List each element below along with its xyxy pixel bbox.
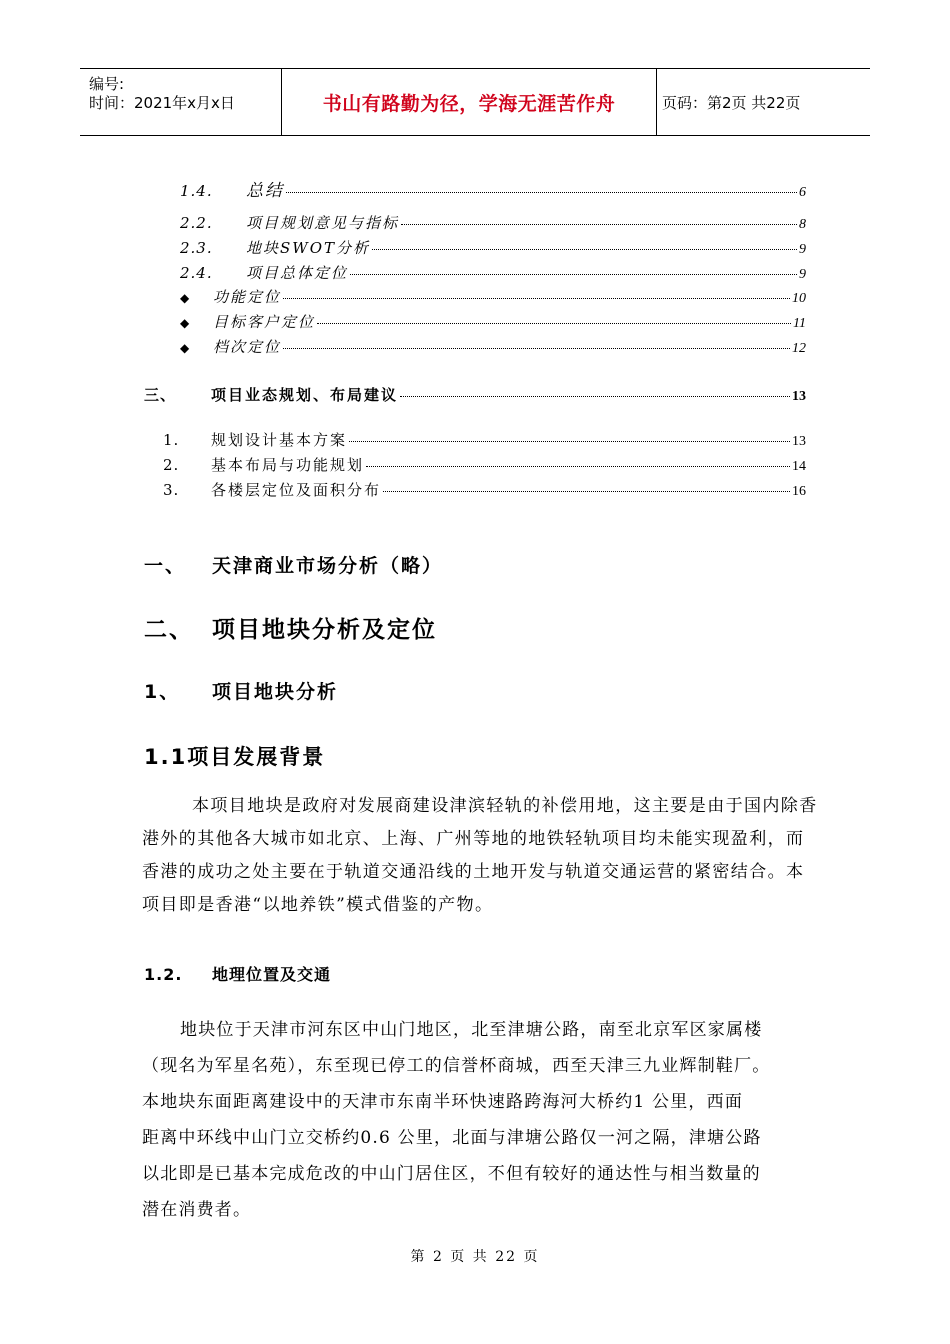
heading-number: 一、 — [144, 555, 187, 577]
toc-num: 三、 — [144, 386, 177, 404]
heading-section-1 — [144, 551, 443, 578]
bullet-diamond-icon: ◆ — [180, 316, 190, 330]
heading-title: 地理位置及交通 — [212, 965, 332, 984]
toc-leader — [349, 441, 790, 442]
toc-entry[interactable] — [163, 479, 806, 501]
toc-page: 10 — [792, 291, 806, 306]
toc-page: 8 — [799, 217, 806, 232]
paragraph-line: 本地块东面距离建设中的天津市东南半环快速路跨海河大桥约1 公里，西面 — [142, 1092, 744, 1112]
toc-page: 9 — [799, 267, 806, 282]
paragraph-background — [142, 790, 822, 922]
toc-title: 基本布局与功能规划 — [211, 456, 365, 474]
bullet-diamond-icon: ◆ — [180, 341, 190, 355]
page-footer: 第 2 页 共 22 页 — [410, 1249, 540, 1265]
paragraph-line: 距离中环线中山门立交桥约0.6 公里，北面与津塘公路仅一河之隔，津塘公路 — [142, 1128, 762, 1148]
paragraph-text: 本项目地块是政府对发展商建设津滨轻轨的补偿用地，这主要是由于国内除香港外的其他各大城市如北京、上海、广州等地的地铁轻轨项目均未能实现盈利，而香港的成功之处主要在于轨道交通沿线的土地开发与轨道交通运营的紧密结合。本项目即是香港“以地养铁”模式借鉴的产物。 — [142, 796, 818, 915]
heading-title: 天津商业市场分析（略） — [212, 555, 444, 577]
toc-entry[interactable] — [180, 311, 806, 333]
toc-leader — [383, 491, 790, 492]
paragraph-location — [142, 1012, 822, 1228]
header-motto: 书山有路勤为径，学海无涯苦作舟 — [282, 69, 657, 135]
toc-title: 总结 — [246, 181, 284, 201]
heading-number: 1.2. — [144, 965, 183, 984]
toc-num: 2.2. — [180, 214, 213, 232]
toc-leader — [317, 323, 791, 324]
toc-entry[interactable] — [144, 384, 806, 406]
toc-num: 2. — [163, 456, 180, 474]
toc-leader — [372, 249, 797, 250]
toc-leader — [286, 192, 797, 193]
header-page-info: 页码：第2页 共22页 — [662, 93, 801, 112]
toc-title: 档次定位 — [213, 338, 282, 356]
toc-num: 3. — [163, 481, 180, 499]
heading-title: 项目地块分析及定位 — [212, 617, 437, 643]
heading-section-2 — [144, 611, 437, 644]
toc-leader — [350, 274, 797, 275]
toc-page: 12 — [792, 341, 806, 356]
heading-title: 项目地块分析 — [212, 681, 339, 703]
heading-1-1: 1.1项目发展背景 — [144, 745, 326, 769]
toc-num: 1.4. — [180, 182, 213, 200]
toc-leader — [283, 348, 790, 349]
toc-entry[interactable] — [180, 176, 806, 201]
toc-title: 功能定位 — [213, 288, 282, 306]
paragraph-line: 地块位于天津市河东区中山门地区，北至津塘公路，南至北京军区家属楼 — [180, 1020, 763, 1040]
toc-entry[interactable] — [163, 454, 806, 476]
toc-entry[interactable] — [180, 262, 806, 284]
toc-page: 11 — [793, 316, 806, 331]
toc-page: 16 — [792, 484, 806, 499]
heading-1-2 — [144, 962, 331, 985]
toc-leader — [283, 298, 790, 299]
toc-leader — [401, 224, 797, 225]
toc-page: 13 — [792, 389, 806, 404]
toc-page: 14 — [792, 459, 806, 474]
toc-leader — [400, 396, 790, 397]
toc-page: 9 — [799, 242, 806, 257]
toc-num: 2.4. — [180, 264, 213, 282]
paragraph-line: 潜在消费者。 — [142, 1200, 252, 1220]
toc-num: 1. — [163, 431, 180, 449]
paragraph-line: （现名为军星名苑），东至现已停工的信誉杯商城，西至天津三九业辉制鞋厂。 — [142, 1056, 771, 1076]
page-header — [80, 68, 870, 136]
heading-subsection-1 — [144, 677, 338, 704]
toc-leader — [366, 466, 790, 467]
toc-page: 6 — [799, 185, 806, 200]
bullet-diamond-icon: ◆ — [180, 291, 190, 305]
toc-title: 项目总体定位 — [246, 264, 349, 282]
toc-num: 2.3. — [180, 239, 213, 257]
toc-title: 项目规划意见与指标 — [246, 214, 400, 232]
heading-number: 二、 — [144, 617, 194, 643]
heading-number: 1、 — [144, 681, 181, 703]
toc-entry[interactable] — [180, 212, 806, 234]
paragraph-line: 以北即是已基本完成危改的中山门居住区，不但有较好的通达性与相当数量的 — [142, 1164, 761, 1184]
header-time-label: 时间：2021年x月x日 — [89, 94, 235, 112]
toc-entry[interactable] — [180, 286, 806, 308]
toc-entry[interactable] — [180, 336, 806, 358]
toc-title: 地块SWOT分析 — [246, 239, 370, 257]
toc-title: 目标客户定位 — [213, 313, 316, 331]
header-left-cell — [80, 69, 282, 135]
toc-title: 项目业态规划、布局建议 — [211, 386, 399, 404]
header-number-label: 编号: — [89, 75, 125, 93]
toc-title: 各楼层定位及面积分布 — [211, 481, 382, 499]
toc-entry[interactable] — [163, 429, 806, 451]
toc-page: 13 — [792, 434, 806, 449]
toc-title: 规划设计基本方案 — [211, 431, 348, 449]
toc-entry[interactable] — [180, 237, 806, 259]
